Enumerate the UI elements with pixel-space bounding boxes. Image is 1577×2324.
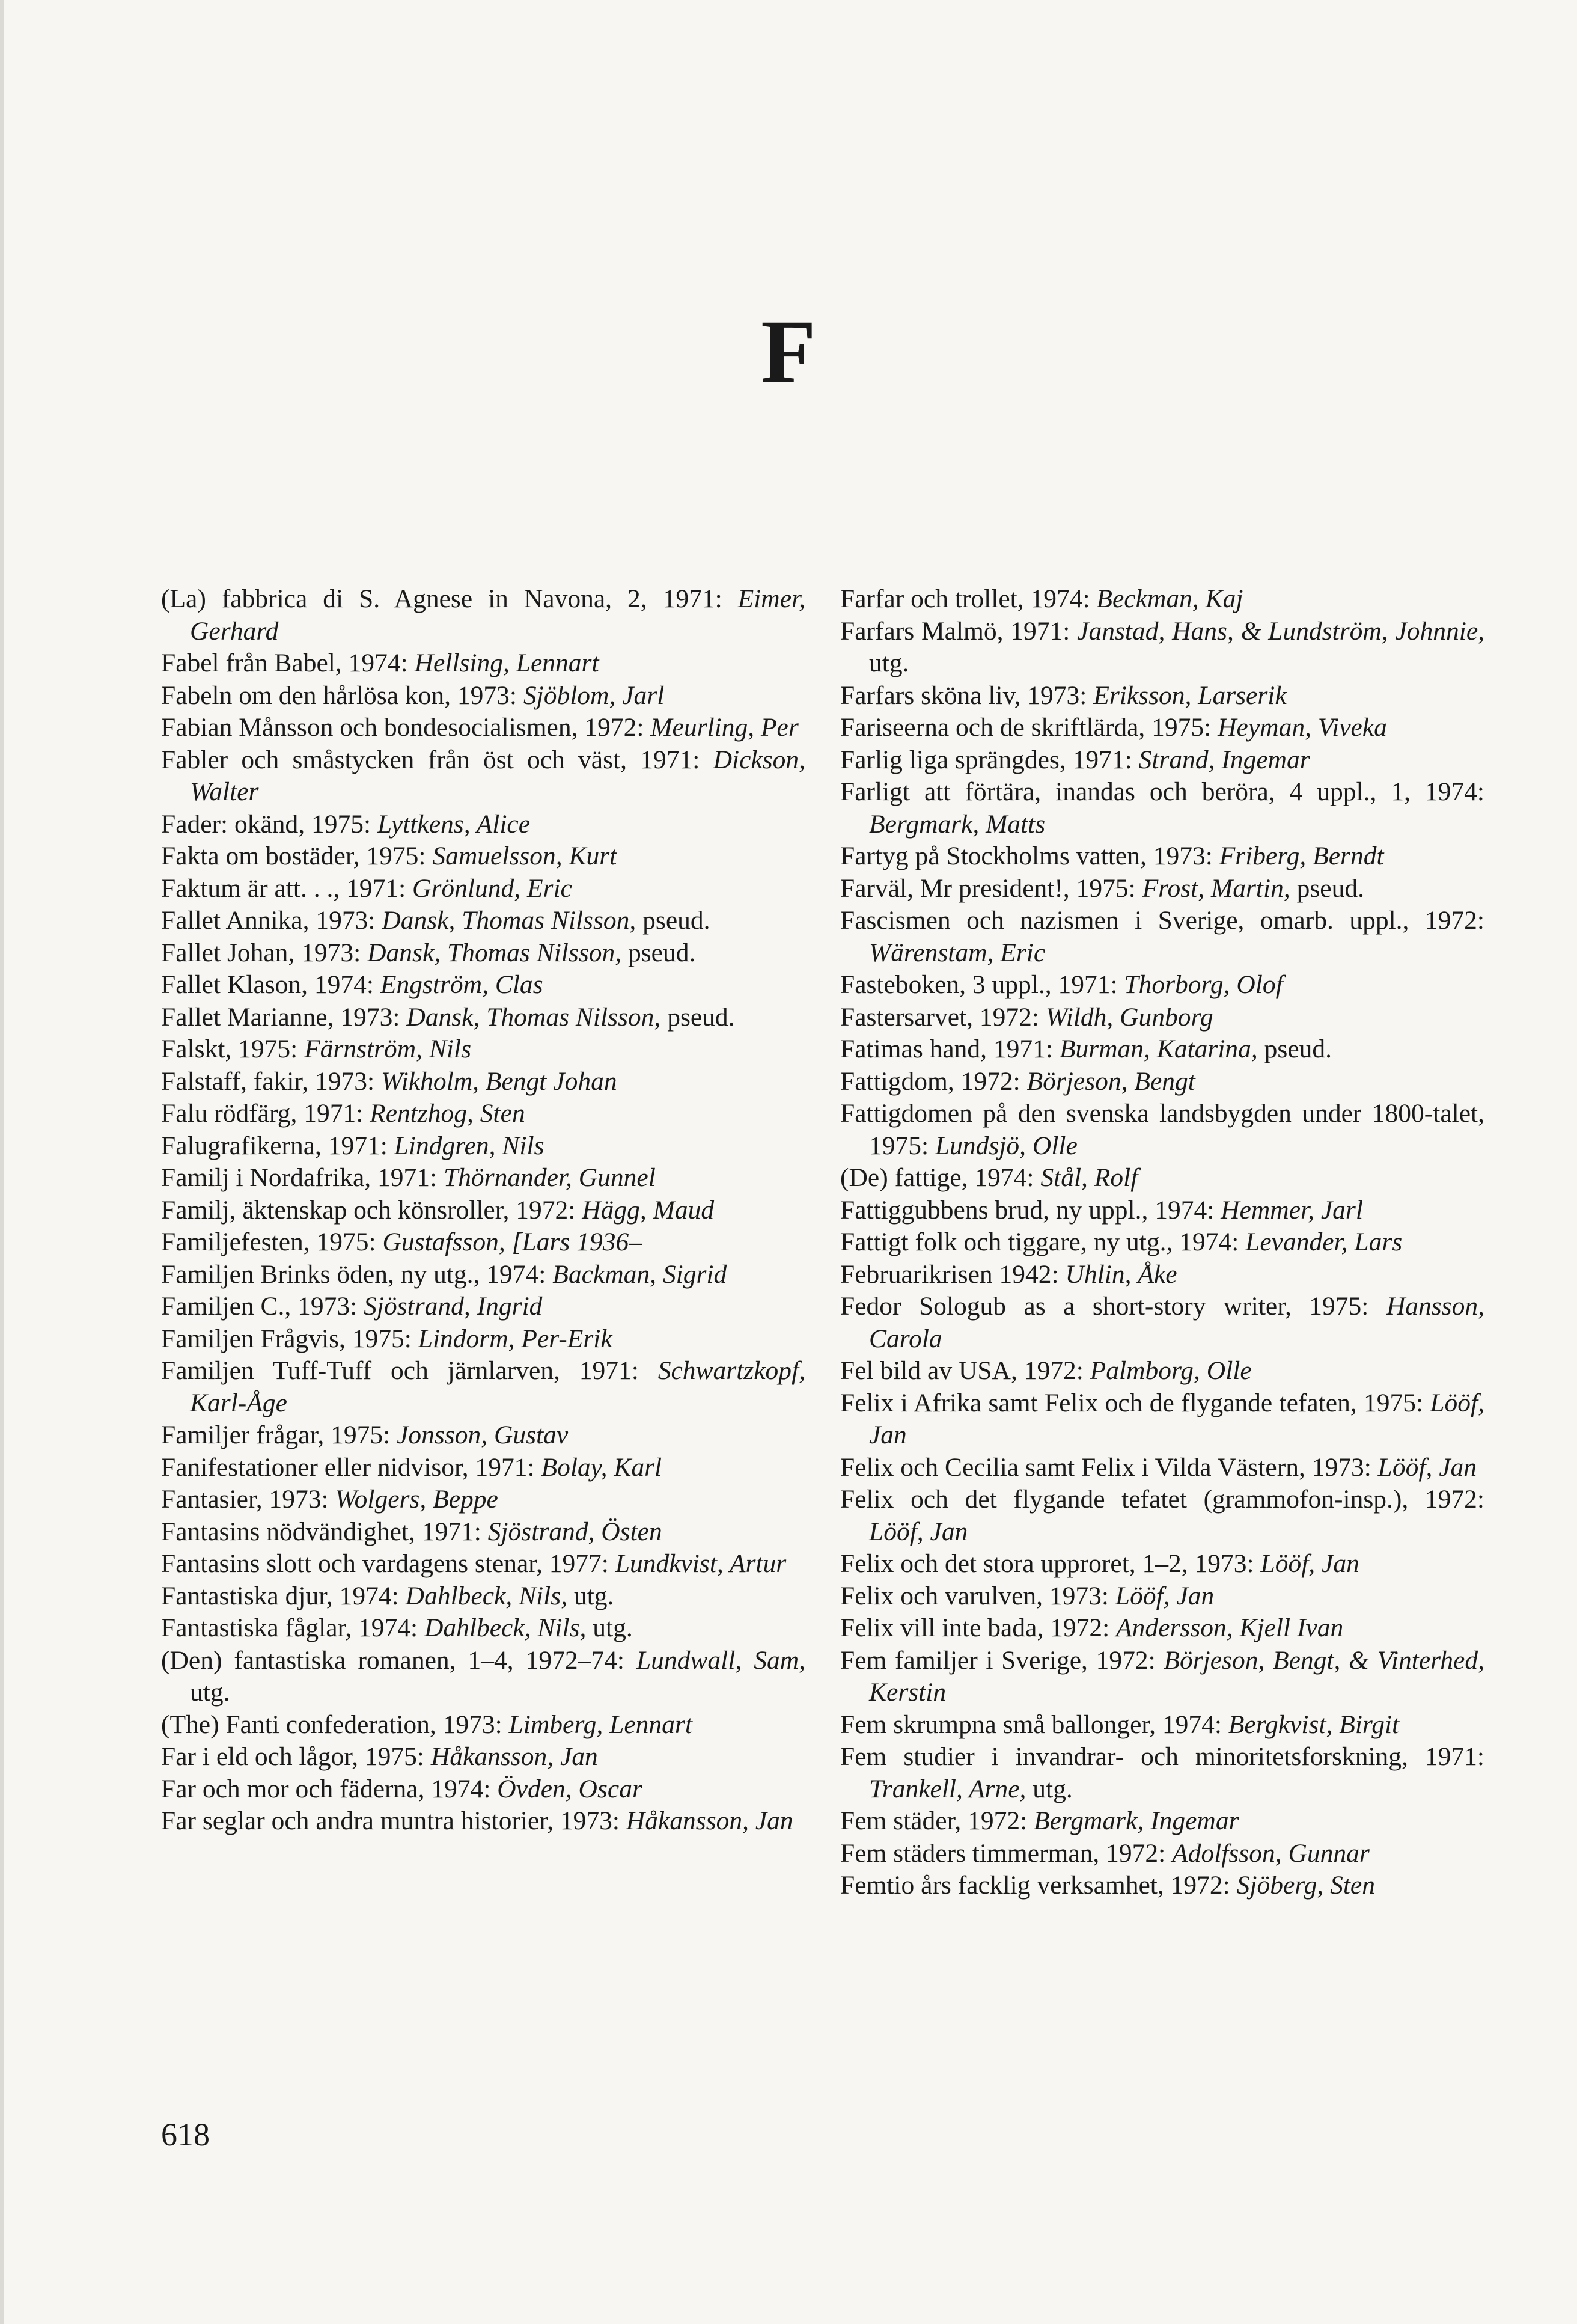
- index-entry: [161, 1805, 805, 1838]
- entry-author: Lindgren, Nils: [394, 1131, 544, 1160]
- entry-author: Sjöstrand, Ingrid: [364, 1292, 543, 1321]
- entry-author: Bergmark, Ingemar: [1034, 1806, 1239, 1835]
- entry-author: Lundkvist, Artur: [615, 1549, 787, 1578]
- index-entry: [161, 744, 805, 809]
- index-entry: [161, 873, 805, 905]
- index-entry: [161, 969, 805, 1001]
- entry-title: Fedor Sologub as a short-story writer, 1975:: [840, 1292, 1386, 1321]
- entry-suffix: utg.: [869, 649, 909, 677]
- entry-author: Håkansson, Jan: [430, 1742, 598, 1771]
- entry-title: Fatimas hand, 1971:: [840, 1035, 1060, 1063]
- entry-title: Fantasins slott och vardagens stenar, 1977:: [161, 1549, 615, 1578]
- entry-title: Familjen Frågvis, 1975:: [161, 1324, 418, 1353]
- index-entry: [840, 1838, 1484, 1870]
- index-entry: [161, 1419, 805, 1452]
- entry-author: Håkansson, Jan: [626, 1806, 793, 1835]
- index-entry: [840, 776, 1484, 840]
- index-entry: [161, 1452, 805, 1484]
- index-entry: [161, 1226, 805, 1259]
- entry-title: Felix och varulven, 1973:: [840, 1581, 1115, 1610]
- entry-author: Burman, Katarina,: [1059, 1035, 1258, 1063]
- index-entry: [161, 647, 805, 680]
- index-entry: [840, 1741, 1484, 1805]
- index-entry: [840, 1001, 1484, 1034]
- entry-title: Farligt att förtära, inandas och beröra, 4 uppl., 1, 1974:: [840, 777, 1484, 806]
- entry-title: Falstaff, fakir, 1973:: [161, 1066, 381, 1096]
- entry-title: Fattigdomen på den svenska landsbygden under 1800-talet, 1975:: [840, 1099, 1484, 1160]
- entry-author: Lööf, Jan: [1115, 1581, 1215, 1610]
- entry-author: Strand, Ingemar: [1138, 745, 1310, 774]
- entry-author: Dahlbeck, Nils,: [405, 1581, 568, 1610]
- entry-author: Gustafsson, [Lars 1936–: [382, 1228, 642, 1256]
- index-entry: [161, 1130, 805, 1163]
- index-entry: [840, 1709, 1484, 1741]
- entry-author: Engström, Clas: [380, 970, 543, 999]
- entry-title: Felix vill inte bada, 1972:: [840, 1613, 1117, 1642]
- index-entry: [840, 712, 1484, 744]
- index-entry: [840, 680, 1484, 712]
- entry-author: Sjöberg, Sten: [1236, 1871, 1375, 1900]
- index-entry: [840, 1194, 1484, 1227]
- entry-title: Fabian Månsson och bondesocialismen, 1972:: [161, 713, 651, 742]
- entry-suffix: pseud.: [1257, 1035, 1332, 1063]
- entry-author: Jonsson, Gustav: [397, 1420, 569, 1449]
- entry-author: Samuelsson, Kurt: [432, 842, 617, 870]
- index-column-left: [161, 583, 805, 1838]
- entry-title: Fem studier i invandrar- och minoritetsforskning, 1971:: [840, 1742, 1484, 1771]
- entry-suffix: utg.: [1026, 1774, 1073, 1803]
- entry-title: Fallet Klason, 1974:: [161, 970, 380, 999]
- index-entry: [840, 1226, 1484, 1259]
- index-entry: [161, 1259, 805, 1291]
- entry-author: Janstad, Hans, & Lundström, Johnnie,: [1077, 616, 1485, 646]
- index-entry: [161, 1194, 805, 1227]
- entry-author: Börjeson, Bengt: [1026, 1066, 1195, 1096]
- entry-title: Fantastiska djur, 1974:: [161, 1581, 406, 1610]
- index-entry: [161, 809, 805, 841]
- entry-title: Far och mor och fäderna, 1974:: [161, 1774, 498, 1803]
- entry-title: Fasteboken, 3 uppl., 1971:: [840, 970, 1124, 999]
- index-entry: [161, 1355, 805, 1419]
- entry-title: Familjen Brinks öden, ny utg., 1974:: [161, 1259, 553, 1289]
- index-entry: [840, 1259, 1484, 1291]
- entry-title: Fem städer, 1972:: [840, 1806, 1034, 1835]
- entry-title: Fantastiska fåglar, 1974:: [161, 1613, 424, 1642]
- entry-title: Familjer frågar, 1975:: [161, 1420, 397, 1449]
- entry-title: Fascismen och nazismen i Sverige, omarb. uppl., 1972:: [840, 906, 1484, 935]
- entry-title: Fallet Johan, 1973:: [161, 938, 368, 967]
- index-entry: [840, 1355, 1484, 1387]
- entry-suffix: utg.: [190, 1678, 230, 1707]
- index-entry: [161, 1291, 805, 1323]
- entry-author: Bergkvist, Birgit: [1228, 1710, 1400, 1739]
- entry-title: (The) Fanti confederation, 1973:: [161, 1710, 509, 1739]
- entry-author: Färnström, Nils: [304, 1035, 472, 1063]
- entry-title: Fariseerna och de skriftlärda, 1975:: [840, 713, 1218, 742]
- entry-title: Felix och det stora upproret, 1–2, 1973:: [840, 1549, 1261, 1578]
- entry-title: Farfars Malmö, 1971:: [840, 616, 1078, 646]
- index-entry: [161, 1484, 805, 1516]
- entry-title: Fattigt folk och tiggare, ny utg., 1974:: [840, 1228, 1246, 1256]
- entry-author: Schwartzkopf, Karl-Åge: [190, 1356, 805, 1417]
- entry-title: Faktum är att. . ., 1971:: [161, 873, 413, 903]
- entry-author: Palmborg, Olle: [1090, 1356, 1252, 1385]
- entry-author: Rentzhog, Sten: [370, 1099, 525, 1128]
- index-entry: [840, 1870, 1484, 1902]
- entry-suffix: pseud.: [621, 938, 696, 967]
- entry-author: Grönlund, Eric: [412, 873, 572, 903]
- index-entry: [840, 583, 1484, 616]
- entry-author: Lindorm, Per-Erik: [418, 1324, 612, 1353]
- index-column-right: [840, 583, 1484, 1902]
- entry-author: Beckman, Kaj: [1096, 584, 1243, 613]
- index-entry: [840, 1484, 1484, 1548]
- entry-title: Femtio års facklig verksamhet, 1972:: [840, 1871, 1237, 1900]
- index-entry: [161, 1580, 805, 1613]
- entry-title: Fabler och småstycken från öst och väst, 1971:: [161, 745, 713, 774]
- entry-author: Sjöblom, Jarl: [523, 680, 665, 710]
- entry-author: Frost, Martin,: [1142, 873, 1290, 903]
- entry-author: Eriksson, Larserik: [1093, 680, 1287, 710]
- entry-title: Far i eld och lågor, 1975:: [161, 1742, 431, 1771]
- entry-title: Fel bild av USA, 1972:: [840, 1356, 1090, 1385]
- index-entry: [161, 1612, 805, 1645]
- entry-title: Fem familjer i Sverige, 1972:: [840, 1645, 1164, 1675]
- index-entry: [161, 1516, 805, 1549]
- entry-title: Februarikrisen 1942:: [840, 1259, 1066, 1289]
- entry-title: Fem skrumpna små ballonger, 1974:: [840, 1710, 1228, 1739]
- index-entry: [161, 1709, 805, 1741]
- index-entry: [840, 616, 1484, 680]
- entry-title: Fabeln om den hårlösa kon, 1973:: [161, 680, 523, 710]
- index-entry: [840, 744, 1484, 777]
- entry-title: Fakta om bostäder, 1975:: [161, 842, 433, 870]
- entry-suffix: pseud.: [636, 906, 710, 935]
- index-entry: [161, 1001, 805, 1034]
- index-entry: [161, 840, 805, 873]
- entry-author: Dickson, Walter: [190, 745, 805, 806]
- entry-author: Heyman, Viveka: [1218, 713, 1387, 742]
- entry-author: Trankell, Arne,: [869, 1774, 1026, 1803]
- index-entry: [840, 873, 1484, 905]
- entry-author: Dahlbeck, Nils,: [424, 1613, 587, 1642]
- entry-author: Thorborg, Olof: [1124, 970, 1283, 999]
- entry-title: Fabel från Babel, 1974:: [161, 649, 415, 677]
- entry-title: Fantasins nödvändighet, 1971:: [161, 1517, 488, 1546]
- entry-title: Felix i Afrika samt Felix och de flygande tefaten, 1975:: [840, 1388, 1430, 1417]
- entry-title: Familj i Nordafrika, 1971:: [161, 1163, 444, 1192]
- index-entry: [161, 937, 805, 970]
- entry-title: Falugrafikerna, 1971:: [161, 1131, 394, 1160]
- entry-title: Fattigdom, 1972:: [840, 1066, 1027, 1096]
- index-entry: [840, 1548, 1484, 1580]
- index-entry: [161, 1098, 805, 1130]
- index-entry: [840, 1645, 1484, 1709]
- entry-author: Meurling, Per: [650, 713, 799, 742]
- index-entry: [161, 1741, 805, 1773]
- entry-author: Hägg, Maud: [582, 1195, 715, 1225]
- page-number: 618: [161, 2117, 210, 2153]
- index-entry: [840, 1805, 1484, 1838]
- entry-title: (De) fattige, 1974:: [840, 1163, 1041, 1192]
- entry-title: Fartyg på Stockholms vatten, 1973:: [840, 842, 1219, 870]
- entry-author: Lööf, Jan: [1260, 1549, 1359, 1578]
- entry-title: Farfars sköna liv, 1973:: [840, 680, 1094, 710]
- entry-author: Börjeson, Bengt, & Vinterhed, Kerstin: [869, 1645, 1484, 1707]
- entry-author: Eimer, Gerhard: [190, 584, 805, 646]
- entry-title: Fattiggubbens brud, ny uppl., 1974:: [840, 1195, 1221, 1225]
- index-entry: [840, 1612, 1484, 1645]
- index-entry: [840, 1452, 1484, 1484]
- entry-author: Wärenstam, Eric: [869, 938, 1046, 967]
- index-entry: [161, 905, 805, 937]
- entry-author: Övden, Oscar: [497, 1774, 642, 1803]
- entry-title: Farlig liga sprängdes, 1971:: [840, 745, 1139, 774]
- entry-title: Falu rödfärg, 1971:: [161, 1099, 370, 1128]
- entry-author: Sjöstrand, Östen: [487, 1517, 662, 1546]
- entry-author: Lööf, Jan: [869, 1388, 1484, 1449]
- entry-author: Lyttkens, Alice: [377, 809, 531, 839]
- entry-author: Wikholm, Bengt Johan: [380, 1066, 617, 1096]
- entry-title: Farfar och trollet, 1974:: [840, 584, 1097, 613]
- entry-author: Thörnander, Gunnel: [443, 1163, 656, 1192]
- entry-author: Wolgers, Beppe: [335, 1485, 498, 1514]
- entry-suffix: utg.: [586, 1613, 633, 1642]
- entry-author: Limberg, Lennart: [508, 1710, 692, 1739]
- entry-author: Friberg, Berndt: [1219, 842, 1384, 870]
- entry-title: Fader: okänd, 1975:: [161, 809, 378, 839]
- index-entry: [161, 1773, 805, 1806]
- entry-author: Bergmark, Matts: [869, 809, 1046, 839]
- entry-author: Levander, Lars: [1245, 1228, 1403, 1256]
- index-entry: [161, 1033, 805, 1066]
- index-entry: [161, 1066, 805, 1098]
- entry-author: Uhlin, Åke: [1065, 1259, 1177, 1289]
- index-entry: [840, 840, 1484, 873]
- index-entry: [840, 969, 1484, 1001]
- index-entry: [840, 1580, 1484, 1613]
- entry-title: (Den) fantastiska romanen, 1–4, 1972–74:: [161, 1645, 636, 1675]
- entry-title: Farväl, Mr president!, 1975:: [840, 873, 1142, 903]
- entry-author: Hellsing, Lennart: [414, 649, 599, 677]
- entry-title: Felix och Cecilia samt Felix i Vilda Västern, 1973:: [840, 1452, 1378, 1482]
- index-entry: [161, 680, 805, 712]
- index-entry: [161, 1548, 805, 1580]
- entry-title: Felix och det flygande tefatet (grammofon-insp.), 1972:: [840, 1485, 1484, 1514]
- entry-title: Fallet Marianne, 1973:: [161, 1002, 407, 1032]
- entry-author: Adolfsson, Gunnar: [1172, 1838, 1370, 1868]
- entry-suffix: pseud.: [660, 1002, 735, 1032]
- entry-author: Backman, Sigrid: [552, 1259, 727, 1289]
- entry-author: Hansson, Carola: [869, 1292, 1484, 1353]
- entry-title: Fantasier, 1973:: [161, 1485, 335, 1514]
- entry-author: Dansk, Thomas Nilsson,: [382, 906, 636, 935]
- entry-title: Familjen C., 1973:: [161, 1292, 364, 1321]
- entry-title: (La) fabbrica di S. Agnese in Navona, 2, 1971:: [161, 584, 738, 613]
- entry-title: Familjefesten, 1975:: [161, 1228, 383, 1256]
- entry-author: Hemmer, Jarl: [1221, 1195, 1363, 1225]
- entry-title: Far seglar och andra muntra historier, 1973:: [161, 1806, 626, 1835]
- index-entry: [161, 1162, 805, 1194]
- entry-suffix: pseud.: [1290, 873, 1364, 903]
- index-entry: [840, 1291, 1484, 1355]
- entry-author: Dansk, Thomas Nilsson,: [367, 938, 622, 967]
- entry-author: Stål, Rolf: [1040, 1163, 1138, 1192]
- entry-author: Lööf, Jan: [869, 1517, 968, 1546]
- entry-title: Familj, äktenskap och könsroller, 1972:: [161, 1195, 582, 1225]
- index-entry: [161, 712, 805, 744]
- entry-author: Lööf, Jan: [1377, 1452, 1477, 1482]
- index-entry: [840, 905, 1484, 969]
- entry-title: Fallet Annika, 1973:: [161, 906, 382, 935]
- entry-author: Lundsjö, Olle: [935, 1131, 1078, 1160]
- entry-title: Falskt, 1975:: [161, 1035, 305, 1063]
- entry-author: Andersson, Kjell Ivan: [1116, 1613, 1344, 1642]
- entry-author: Dansk, Thomas Nilsson,: [406, 1002, 661, 1032]
- index-entry: [161, 1323, 805, 1356]
- section-letter: F: [761, 302, 816, 402]
- entry-suffix: utg.: [567, 1581, 614, 1610]
- entry-title: Fastersarvet, 1972:: [840, 1002, 1046, 1032]
- index-entry: [161, 1645, 805, 1709]
- entry-title: Fanifestationer eller nidvisor, 1971:: [161, 1452, 541, 1482]
- index-entry: [840, 1066, 1484, 1098]
- index-entry: [840, 1098, 1484, 1162]
- entry-author: Wildh, Gunborg: [1045, 1002, 1213, 1032]
- entry-author: Lundwall, Sam,: [636, 1645, 805, 1675]
- entry-title: Familjen Tuff-Tuff och järnlarven, 1971:: [161, 1356, 658, 1385]
- index-entry: [840, 1387, 1484, 1452]
- entry-title: Fem städers timmerman, 1972:: [840, 1838, 1173, 1868]
- index-entry: [840, 1033, 1484, 1066]
- entry-author: Bolay, Karl: [541, 1452, 662, 1482]
- index-entry: [161, 583, 805, 647]
- index-entry: [840, 1162, 1484, 1194]
